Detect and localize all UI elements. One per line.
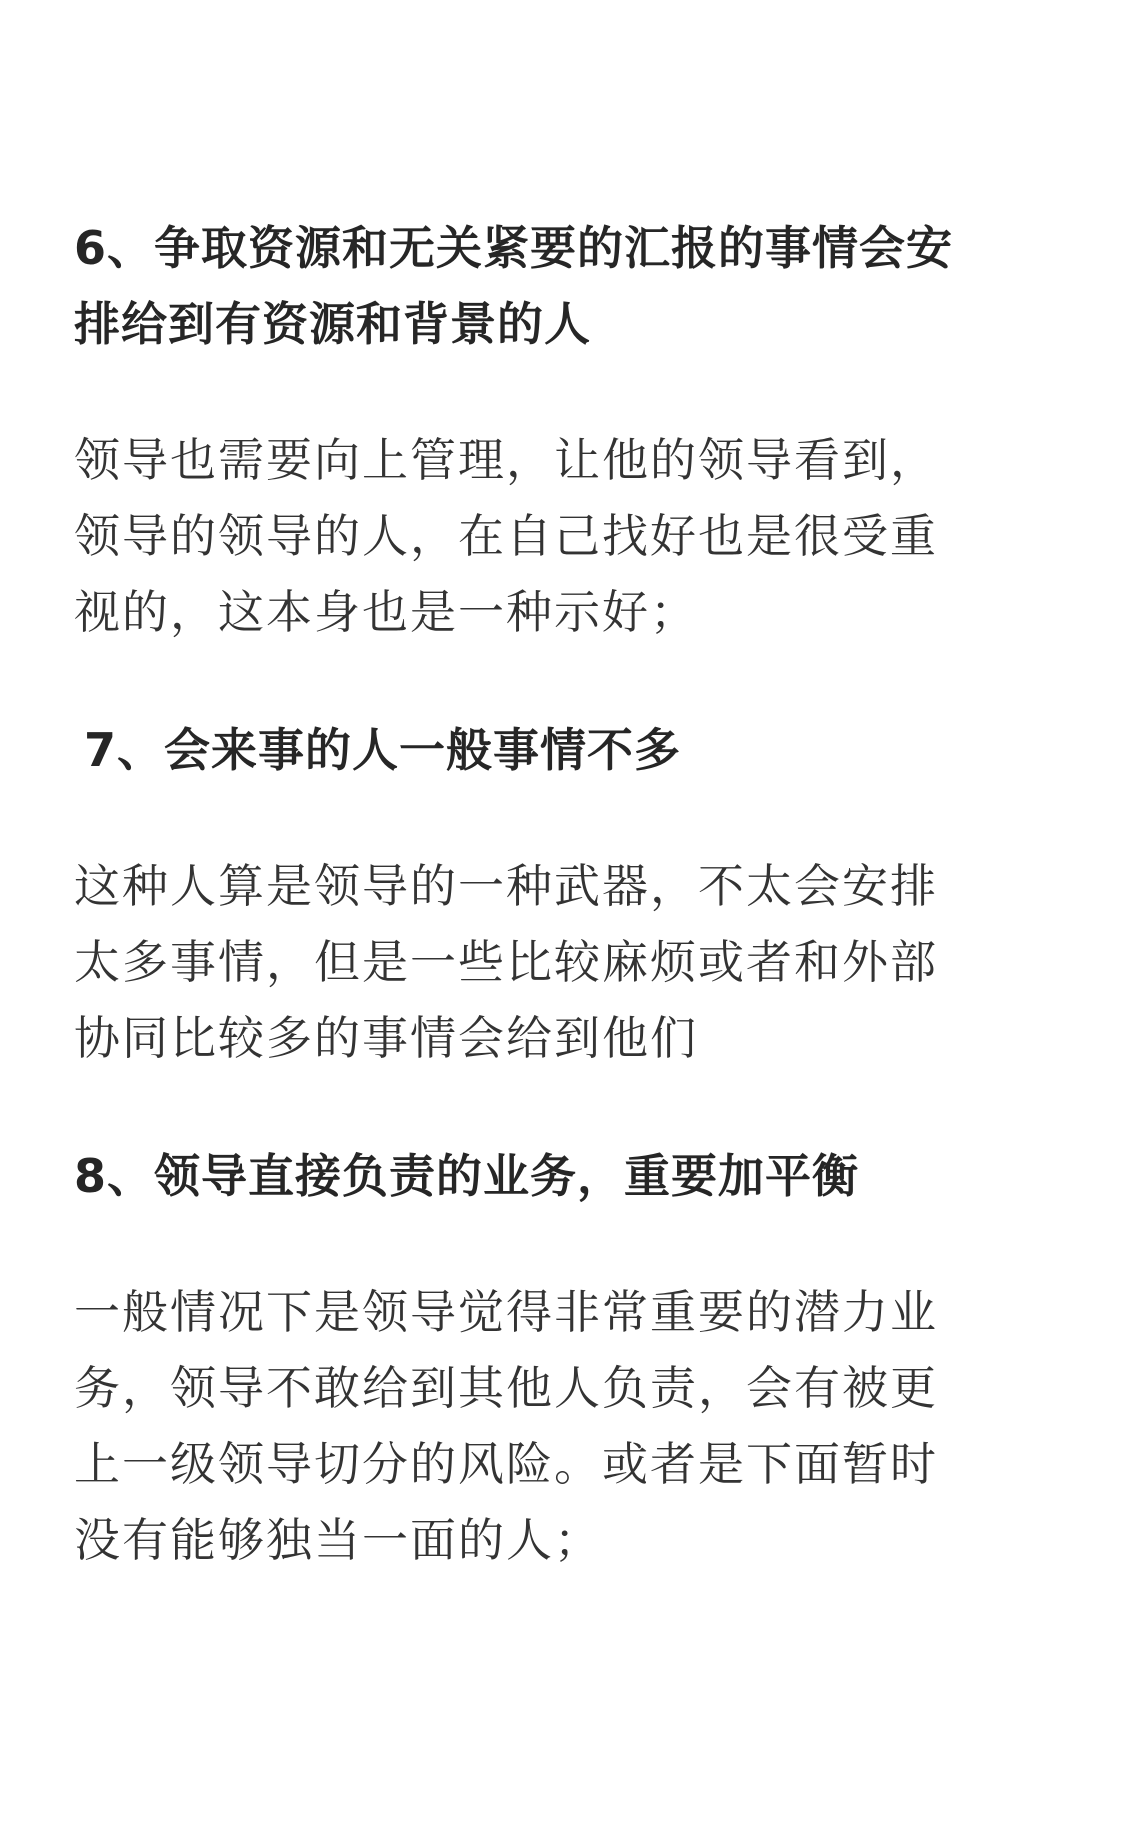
heading-line: 排给到有资源和背景的人	[74, 297, 591, 351]
article-body	[74, 210, 1054, 1578]
paragraph-line: 领导的领导的人，在自己找好也是很受重	[74, 509, 938, 563]
section-7-heading	[74, 712, 1054, 788]
section-7-paragraph	[74, 848, 1054, 1076]
heading-line: 7、会来事的人一般事情不多	[84, 723, 682, 777]
paragraph-line: 太多事情，但是一些比较麻烦或者和外部	[74, 935, 938, 989]
section-8-heading	[74, 1138, 1054, 1214]
paragraph-line: 领导也需要向上管理，让他的领导看到，	[74, 433, 938, 487]
paragraph-line: 没有能够独当一面的人；	[74, 1513, 602, 1567]
paragraph-line: 务，领导不敢给到其他人负责，会有被更	[74, 1361, 938, 1415]
paragraph-line: 这种人算是领导的一种武器，不太会安排	[74, 859, 938, 913]
section-6-paragraph	[74, 422, 1054, 650]
section-8-paragraph	[74, 1274, 1054, 1578]
paragraph-line: 视的，这本身也是一种示好；	[74, 585, 698, 639]
heading-line: 6、争取资源和无关紧要的汇报的事情会安	[74, 221, 954, 275]
paragraph-line: 协同比较多的事情会给到他们	[74, 1011, 698, 1065]
heading-line: 8、领导直接负责的业务，重要加平衡	[74, 1149, 860, 1203]
section-6-heading	[74, 210, 1054, 362]
paragraph-line: 上一级领导切分的风险。或者是下面暂时	[74, 1437, 938, 1491]
paragraph-line: 一般情况下是领导觉得非常重要的潜力业	[74, 1285, 938, 1339]
